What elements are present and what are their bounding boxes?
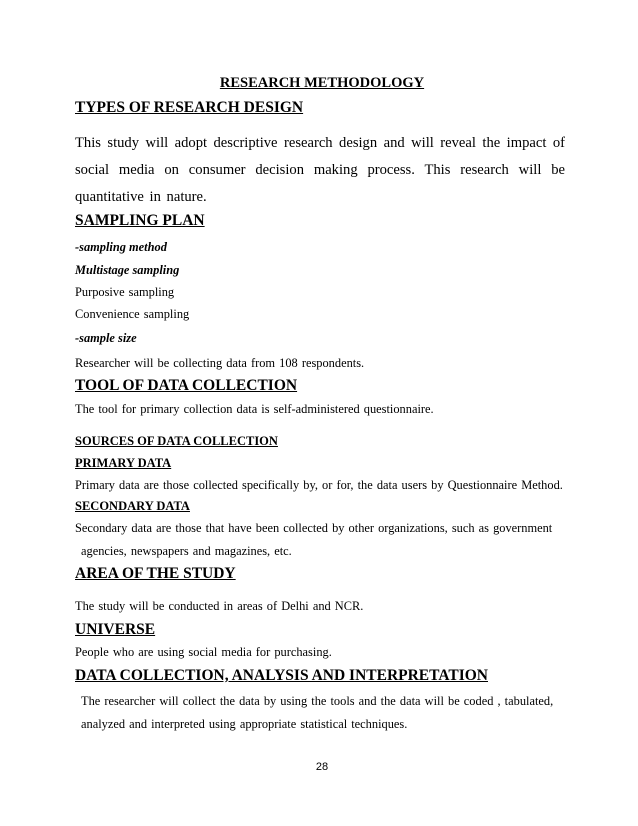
heading-primary-data: PRIMARY DATA xyxy=(75,456,172,470)
heading-data-collection-analysis: DATA COLLECTION, ANALYSIS AND INTERPRETATION xyxy=(75,667,488,684)
heading-sampling-plan: SAMPLING PLAN xyxy=(75,212,205,229)
convenience-sampling: Convenience sampling xyxy=(75,307,190,321)
heading-tool-of-data-collection: TOOL OF DATA COLLECTION xyxy=(75,377,298,394)
heading-sources-of-data-collection: SOURCES OF DATA COLLECTION xyxy=(75,434,278,448)
heading-area-of-the-study: AREA OF THE STUDY xyxy=(75,565,236,582)
types-paragraph-line-3: quantitative in nature. xyxy=(75,189,207,205)
multistage-sampling: Multistage sampling xyxy=(75,263,180,277)
purposive-sampling: Purposive sampling xyxy=(75,285,175,299)
page-title: RESEARCH METHODOLOGY xyxy=(219,75,425,91)
tool-text: The tool for primary collection data is self-administered questionnaire. xyxy=(75,402,434,416)
sampling-method-label: -sampling method xyxy=(75,240,167,254)
sample-size-text: Researcher will be collecting data from 108 respondents. xyxy=(75,356,365,370)
analysis-text-line-2: analyzed and interpreted using appropriate statistical techniques. xyxy=(81,717,408,731)
secondary-data-text-line-1: Secondary data are those that have been collected by other organizations, such as government xyxy=(75,521,553,535)
types-paragraph-line-2: social media on consumer decision making process. This research will be xyxy=(75,162,565,178)
heading-secondary-data: SECONDARY DATA xyxy=(75,499,190,513)
page-number: 28 xyxy=(315,761,329,773)
sample-size-label: -sample size xyxy=(75,331,137,345)
secondary-data-text-line-2: agencies, newspapers and magazines, etc. xyxy=(81,544,292,558)
universe-text: People who are using social media for purchasing. xyxy=(75,645,332,659)
types-paragraph-line-1: This study will adopt descriptive research design and will reveal the impact of xyxy=(75,135,565,151)
heading-types-of-research-design: TYPES OF RESEARCH DESIGN xyxy=(75,99,304,116)
area-text: The study will be conducted in areas of Delhi and NCR. xyxy=(75,599,364,613)
primary-data-text: Primary data are those collected specifically by, or for, the data users by Questionnaire Method. xyxy=(75,478,563,492)
analysis-text-line-1: The researcher will collect the data by using the tools and the data will be coded , tabulated, xyxy=(81,694,554,708)
heading-universe: UNIVERSE xyxy=(75,621,156,638)
